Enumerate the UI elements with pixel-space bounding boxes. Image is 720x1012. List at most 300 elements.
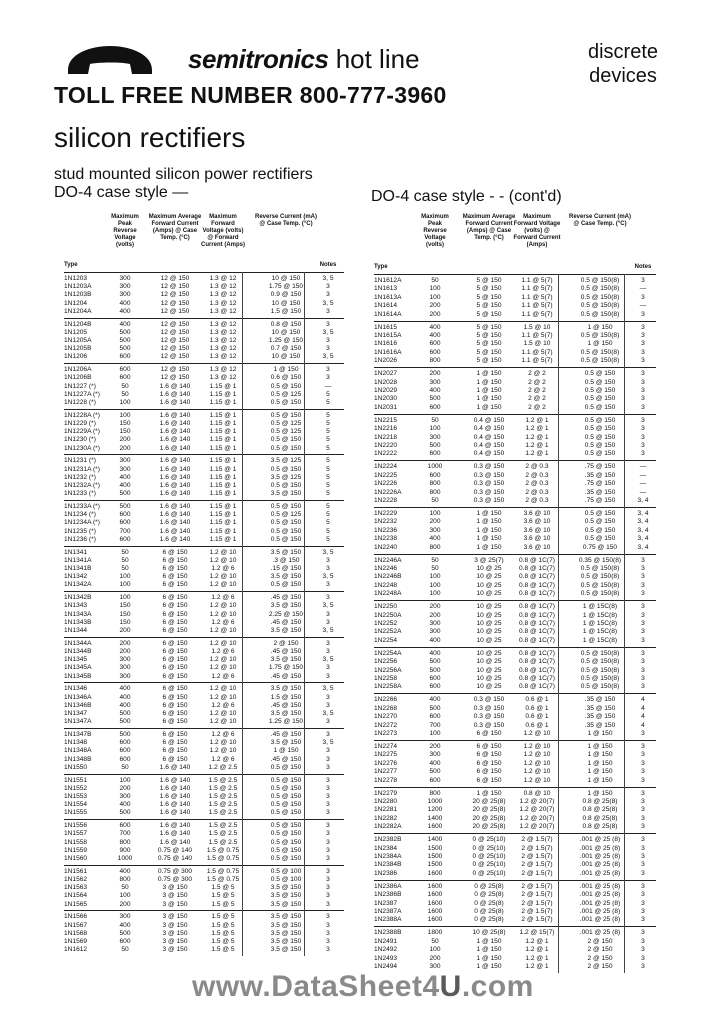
type-cell: 1N2387A (374, 908, 402, 915)
vf-cell: 1.2 @ 20(7) (519, 806, 555, 814)
peak-cell: 800 (429, 357, 441, 365)
ir-cell: 0.8 @ 150 (270, 320, 302, 328)
current-cell: 10 @ 25 (476, 683, 502, 691)
ir-cell: 0.5 @ 100 (270, 867, 302, 875)
current-cell: 5 @ 150 (476, 332, 502, 339)
peak-cell: 500 (119, 490, 131, 498)
right-spec-table (374, 214, 656, 970)
type-cell: 1N1612 (64, 946, 88, 954)
peak-cell: 300 (429, 628, 441, 636)
ir-cell: 0.5 @ 150 (270, 822, 302, 830)
current-cell: 1.6 @ 140 (159, 519, 191, 527)
group-divider (374, 507, 656, 508)
type-cell: 1N2222 (374, 450, 398, 458)
peak-cell: 100 (429, 285, 441, 293)
vf-cell: 1.3 @ 12 (209, 345, 237, 353)
peak-cell: 1400 (427, 814, 443, 822)
notes-cell: 3, 5 (322, 275, 334, 282)
peak-cell: 500 (119, 345, 131, 353)
current-cell: 0 @ 25(10) (472, 836, 506, 844)
watermark-text-b: U (439, 970, 462, 1003)
peak-cell: 1500 (427, 861, 443, 869)
vf-cell: 1.2 @ 20(7) (519, 823, 555, 831)
current-cell: 6 @ 150 (162, 594, 188, 602)
ir-cell: 2 @ 150 (587, 963, 613, 970)
type-cell: 1N1341B (64, 565, 92, 572)
peak-cell: 400 (119, 801, 131, 809)
type-cell: 1N1346 (64, 685, 88, 693)
peak-cell: 300 (119, 465, 131, 473)
notes-cell: 3 (326, 822, 330, 830)
section-subtitle: stud mounted silicon power rectifiers (54, 166, 313, 183)
current-cell: 6 @ 150 (162, 627, 188, 634)
notes-cell: 3 (641, 590, 645, 598)
ir-cell: 0.5 @ 125 (270, 420, 302, 427)
vf-cell: 1.15 @ 1 (209, 428, 237, 436)
ir-cell: .35 @ 150 (584, 471, 616, 479)
current-cell: 6 @ 150 (162, 565, 188, 572)
peak-cell: 600 (119, 822, 131, 830)
peak-cell: 1600 (427, 916, 443, 924)
type-cell: 1N2224 (374, 463, 398, 471)
notes-cell: 3 (641, 954, 645, 962)
notes-cell: 5 (326, 503, 330, 510)
peak-cell: 700 (429, 721, 441, 729)
notes-cell: 3 (641, 768, 645, 776)
vf-cell: 1.2 @ 1 (525, 937, 549, 945)
vf-cell: 0.8 @ 1C(7) (518, 658, 555, 666)
ir-cell: 10 @ 150 (271, 353, 301, 361)
notes-cell: 4 (641, 721, 645, 729)
vf-cell: 1.5 @ 2.5 (208, 830, 238, 838)
vf-cell: 1.2 @ 1 (525, 433, 549, 441)
notes-cell: 5 (326, 473, 330, 481)
group-divider (64, 682, 344, 683)
ir-cell: 1 @ 150 (587, 776, 613, 784)
current-cell: 1.6 @ 140 (159, 776, 191, 784)
ir-cell: 0.5 @ 150(8) (580, 332, 620, 339)
type-cell: 1N2218 (374, 433, 398, 441)
notes-cell: 3 (641, 853, 645, 860)
ir-cell: 1 @ 150 (587, 751, 613, 759)
type-cell: 1N1565 (64, 900, 88, 908)
current-cell: 6 @ 150 (162, 602, 188, 610)
notes-cell: 3 (326, 801, 330, 809)
current-cell: 0.4 @ 150 (473, 442, 505, 449)
notes-cell: 3 (641, 963, 645, 970)
ir-cell: 2 @ 150 (587, 946, 613, 954)
peak-cell: 50 (121, 556, 129, 564)
ir-cell: 0.5 @ 150 (584, 425, 616, 433)
notes-cell: 3 (641, 861, 645, 869)
group-divider (374, 787, 656, 788)
ir-cell: 0.5 @ 150(8) (580, 581, 620, 589)
notes-cell: 3 (326, 610, 330, 618)
current-cell: 6 @ 150 (162, 718, 188, 726)
peak-cell: 600 (119, 511, 131, 519)
notes-cell: — (639, 471, 647, 479)
ir-cell: 0.5 @ 150 (270, 482, 302, 489)
ir-cell: .45 @ 150 (270, 594, 302, 602)
type-cell: 1N1206A (64, 366, 92, 374)
peak-cell: 100 (119, 892, 131, 900)
current-cell: 1.6 @ 140 (159, 436, 191, 444)
peak-cell: 50 (121, 548, 129, 556)
notes-cell: 3 (326, 731, 330, 738)
notes-cell: 3 (326, 556, 330, 564)
vf-cell: 1.2 @ 1 (525, 442, 549, 449)
peak-cell: 400 (119, 685, 131, 693)
vf-cell: 1.15 @ 1 (209, 503, 237, 510)
ir-cell: 0.5 @ 150 (584, 395, 616, 403)
current-cell: 1.6 @ 140 (159, 482, 191, 489)
ir-cell: .3 @ 150 (272, 556, 300, 564)
type-cell: 1N2282 (374, 814, 398, 822)
peak-cell: 600 (429, 683, 441, 691)
peak-cell: 600 (429, 340, 441, 348)
type-cell: 1N2491 (374, 937, 398, 945)
current-cell: 1.6 @ 140 (159, 444, 191, 452)
peak-cell: 500 (119, 328, 131, 336)
peak-cell: 200 (119, 900, 131, 908)
vf-cell: 1.1 @ 5(7) (521, 332, 553, 339)
type-cell: 1N2254 (374, 636, 398, 644)
vf-cell: 1.2 @ 20(7) (519, 814, 555, 822)
group-divider (64, 865, 344, 866)
current-cell: 0.3 @ 150 (473, 463, 505, 471)
peak-cell: 400 (119, 701, 131, 709)
current-cell: 1 @ 150 (476, 937, 502, 945)
peak-cell: 400 (119, 867, 131, 875)
ir-cell: 0.5 @ 150(8) (580, 565, 620, 572)
group-divider (64, 591, 344, 592)
ir-cell: .001 @ 25 (8) (579, 891, 621, 899)
type-cell: 1N2246 (374, 565, 398, 572)
peak-cell: 300 (119, 656, 131, 664)
vf-cell: 1.15 @ 1 (209, 420, 237, 427)
current-cell: 10 @ 25 (476, 590, 502, 598)
peak-cell: 600 (429, 403, 441, 411)
type-cell: 1N1230A (*) (64, 444, 100, 452)
peak-cell: 400 (429, 696, 441, 704)
vf-cell: 2 @ 2 (528, 395, 546, 403)
ir-cell: 0.5 @ 150(8) (580, 277, 620, 284)
current-cell: 1.6 @ 140 (159, 465, 191, 473)
peak-cell: 500 (119, 710, 131, 717)
type-cell: 1N1205A (64, 337, 92, 344)
peak-cell: 400 (119, 299, 131, 307)
type-cell: 1N1343 (64, 602, 88, 610)
vf-cell: 1.3 @ 12 (209, 283, 237, 291)
vf-cell: 2 @ 0.3 (525, 471, 549, 479)
notes-cell: 3 (326, 855, 330, 862)
peak-cell: 150 (119, 428, 131, 436)
notes-cell: 3, 5 (322, 739, 334, 747)
column-header-notes: Notes (634, 264, 652, 270)
type-cell: 1N1564 (64, 892, 88, 900)
vf-cell: 0.8 @ 1C(7) (518, 636, 555, 644)
current-cell: 6 @ 150 (162, 581, 188, 589)
current-cell: 1.6 @ 140 (159, 801, 191, 809)
notes-cell: 3 (641, 277, 645, 284)
group-divider (374, 833, 656, 834)
ir-cell: 0.5 @ 150 (584, 370, 616, 378)
vf-cell: 0.8 @ 1C(7) (518, 565, 555, 572)
vf-cell: 2 @ 0.3 (525, 480, 549, 488)
current-cell: 10 @ 25 (476, 565, 502, 572)
ir-cell: 10 @ 150 (271, 299, 301, 307)
type-cell: 1N1232 (*) (64, 473, 96, 481)
ir-cell: 1 @ 15C(8) (582, 603, 618, 611)
current-cell: 0 @ 25(10) (472, 844, 506, 852)
type-cell: 1N2225 (374, 471, 398, 479)
type-cell: 1N2279 (374, 789, 398, 797)
peak-cell: 600 (119, 519, 131, 527)
peak-cell: 50 (431, 565, 439, 572)
type-cell: 1N2216 (374, 425, 398, 433)
peak-cell: 400 (429, 759, 441, 767)
ir-cell: 0.5 @ 125 (270, 511, 302, 519)
vf-cell: 1.2 @ 20(7) (519, 798, 555, 805)
notes-cell: 3 (326, 884, 330, 892)
ir-cell: 0.5 @ 150(8) (580, 310, 620, 318)
vf-cell: 0.8 @ 1C(7) (518, 683, 555, 691)
current-cell: 1 @ 150 (476, 518, 502, 526)
notes-cell: 3 (641, 636, 645, 644)
peak-cell: 200 (429, 611, 441, 619)
ir-cell: 0.5 @ 125 (270, 390, 302, 398)
current-cell: 1.6 @ 140 (159, 822, 191, 830)
toll-free-number: TOLL FREE NUMBER 800-777-3960 (54, 82, 447, 108)
notes-cell: 3 (641, 844, 645, 852)
type-cell: 1N1206 (64, 353, 88, 361)
notes-cell: 3, 5 (322, 656, 334, 664)
vf-cell: 2 @ 2 (528, 370, 546, 378)
notes-cell: 3 (641, 776, 645, 784)
notes-cell: 3 (641, 370, 645, 378)
notes-cell: 3 (641, 743, 645, 750)
type-cell: 1N1229A (*) (64, 428, 100, 436)
vf-cell: 1.2 @ 10 (523, 776, 551, 784)
peak-cell: 50 (121, 390, 129, 398)
column-header-current: Maximum Average Forward Current (Amps) @ Case Temp. (°C) (148, 214, 202, 241)
ir-cell: .75 @ 150 (584, 463, 616, 471)
vf-cell: 2 @ 2 (528, 387, 546, 394)
peak-cell: 600 (119, 739, 131, 747)
peak-cell: 400 (119, 921, 131, 929)
peak-cell: 1200 (427, 806, 443, 814)
type-cell: 1N2030 (374, 395, 398, 403)
ir-cell: 0.5 @ 150(8) (580, 675, 620, 682)
notes-cell: 3 (641, 332, 645, 339)
current-cell: 12 @ 150 (160, 299, 190, 307)
peak-cell: 400 (119, 473, 131, 481)
current-cell: 6 @ 150 (162, 648, 188, 655)
current-cell: 3 @ 150 (162, 913, 188, 921)
notes-cell: 3 (326, 876, 330, 883)
peak-cell: 200 (119, 648, 131, 655)
type-cell: 1N2387 (374, 899, 398, 907)
ir-cell: 3.5 @ 150 (270, 573, 302, 581)
notes-cell: 3 (641, 814, 645, 822)
peak-cell: 300 (119, 672, 131, 680)
vf-cell: 1.5 @ 5 (211, 946, 235, 954)
current-cell: 1.6 @ 140 (159, 793, 191, 800)
group-divider (374, 880, 656, 881)
peak-cell: 1000 (117, 855, 133, 862)
notes-cell: 3 (326, 672, 330, 680)
vf-cell: 1.2 @ 10 (209, 610, 237, 618)
type-cell: 1N1568 (64, 929, 88, 937)
hotline-label: hot line (335, 44, 420, 74)
notes-cell: 3 (326, 913, 330, 921)
current-cell: 6 @ 150 (162, 656, 188, 664)
notes-cell: 3, 5 (322, 710, 334, 717)
vf-cell: 1.5 @ 2.5 (208, 793, 238, 800)
current-cell: 3 @ 150 (162, 900, 188, 908)
group-divider (64, 819, 344, 820)
notes-cell: 3 (641, 348, 645, 356)
peak-cell: 600 (119, 374, 131, 382)
notes-cell: 5 (326, 411, 330, 419)
ir-cell: 0.5 @ 150 (270, 519, 302, 527)
type-cell: 1N1233A (*) (64, 503, 100, 510)
group-divider (374, 926, 656, 927)
notes-cell: 3 (641, 891, 645, 899)
current-cell: 1.6 @ 140 (159, 784, 191, 792)
current-cell: 0 @ 25(10) (472, 853, 506, 860)
vf-cell: 2 @ 2 (528, 403, 546, 411)
notes-cell: 5 (326, 420, 330, 427)
peak-cell: 600 (429, 713, 441, 721)
vf-cell: 1.2 @ 6 (211, 755, 235, 763)
type-cell: 1N2276 (374, 759, 398, 767)
group-divider (374, 600, 656, 601)
peak-cell: 300 (429, 751, 441, 759)
notes-cell: — (639, 285, 647, 293)
type-cell: 1N1569 (64, 938, 88, 945)
peak-cell: 1600 (427, 908, 443, 915)
type-cell: 1N1341A (64, 556, 92, 564)
vf-cell: 1.2 @ 1 (525, 963, 549, 970)
notes-cell: 3 (326, 307, 330, 315)
current-cell: 12 @ 150 (160, 291, 190, 299)
telephone-handset-icon (62, 40, 158, 80)
column-separator (558, 274, 559, 973)
peak-cell: 1500 (427, 853, 443, 860)
notes-cell: 3 (326, 345, 330, 353)
ir-cell: 1 @ 150 (273, 747, 299, 755)
notes-cell: 3 (326, 809, 330, 817)
peak-cell: 200 (429, 302, 441, 310)
ir-cell: 0.5 @ 150 (270, 855, 302, 862)
ir-cell: 3.5 @ 150 (270, 685, 302, 693)
peak-cell: 50 (121, 382, 129, 390)
vf-cell: 1.5 @ 2.5 (208, 809, 238, 817)
ir-cell: 0.5 @ 150 (270, 465, 302, 473)
ir-cell: 0.5 @ 150 (270, 535, 302, 543)
current-cell: 6 @ 150 (476, 759, 502, 767)
ir-cell: .75 @ 150 (584, 497, 616, 504)
notes-cell: 3, 4 (637, 535, 649, 543)
type-cell: 1N2492 (374, 946, 398, 954)
vf-cell: 1.15 @ 1 (209, 490, 237, 498)
peak-cell: 200 (119, 436, 131, 444)
group-divider (64, 318, 344, 319)
type-cell: 1N1228A (*) (64, 411, 100, 419)
current-cell: 1.6 @ 140 (159, 382, 191, 390)
notes-cell: 3 (641, 649, 645, 657)
peak-cell: 100 (119, 776, 131, 784)
notes-cell: 3, 4 (637, 510, 649, 517)
current-cell: 0.75 @ 300 (157, 876, 193, 883)
vf-cell: 1.2 @ 2.5 (208, 763, 238, 771)
current-cell: 6 @ 150 (162, 701, 188, 709)
notes-cell: 3 (641, 759, 645, 767)
ir-cell: 0.8 @ 25(8) (582, 823, 618, 831)
peak-cell: 200 (119, 444, 131, 452)
vf-cell: 1.2 @ 10 (209, 639, 237, 647)
vf-cell: 1.15 @ 1 (209, 444, 237, 452)
notes-cell: 5 (326, 457, 330, 465)
current-cell: 10 @ 25 (476, 573, 502, 581)
ir-cell: 2 @ 150 (587, 937, 613, 945)
notes-cell: 3, 5 (322, 328, 334, 336)
vf-cell: 1.5 @ 10 (523, 323, 551, 331)
vf-cell: 1.15 @ 1 (209, 511, 237, 519)
type-cell: 1N1342 (64, 573, 88, 581)
peak-cell: 100 (429, 425, 441, 433)
ir-cell: 0.5 @ 150 (270, 399, 302, 406)
type-cell: 1N1227A (*) (64, 390, 100, 398)
ir-cell: 1 @ 150 (273, 366, 299, 374)
ir-cell: 3.5 @ 150 (270, 913, 302, 921)
ir-cell: 1 @ 150 (587, 768, 613, 776)
peak-cell: 400 (119, 307, 131, 315)
vf-cell: 1.1 @ 5(7) (521, 293, 553, 301)
type-cell: 1N1345A (64, 664, 92, 672)
type-cell: 1N2228 (374, 497, 398, 504)
current-cell: 6 @ 150 (162, 618, 188, 626)
ir-cell: 0.5 @ 150 (270, 846, 302, 854)
ir-cell: 1 @ 15C(8) (582, 620, 618, 627)
vf-cell: 2 @ 2 (528, 378, 546, 386)
vf-cell: 2 @ 1.5(7) (521, 882, 553, 890)
current-cell: 0.3 @ 150 (473, 471, 505, 479)
type-cell: 1N1616A (374, 348, 402, 356)
current-cell: 6 @ 150 (476, 776, 502, 784)
vf-cell: 1.5 @ 0.75 (206, 876, 240, 883)
ir-cell: 10 @ 150 (271, 275, 301, 282)
vf-cell: 1.1 @ 5(7) (521, 285, 553, 293)
vf-cell: 1.15 @ 1 (209, 382, 237, 390)
current-cell: 0 @ 25(8) (474, 916, 504, 924)
vf-cell: 1.15 @ 1 (209, 465, 237, 473)
ir-cell: 0.35 @ 150(8) (578, 556, 622, 564)
current-cell: 1.6 @ 140 (159, 511, 191, 519)
type-cell: 1N2494 (374, 963, 398, 970)
current-cell: 10 @ 25 (476, 620, 502, 627)
current-cell: 12 @ 150 (160, 328, 190, 336)
ir-cell: 0.5 @ 150 (584, 416, 616, 424)
notes-cell: 3 (641, 675, 645, 682)
peak-cell: 1000 (427, 463, 443, 471)
peak-cell: 500 (119, 337, 131, 344)
notes-cell: 3 (326, 581, 330, 589)
ir-cell: 0.75 @ 150 (582, 543, 618, 551)
vf-cell: 3.6 @ 10 (523, 510, 551, 517)
vf-cell: 1.15 @ 1 (209, 527, 237, 535)
